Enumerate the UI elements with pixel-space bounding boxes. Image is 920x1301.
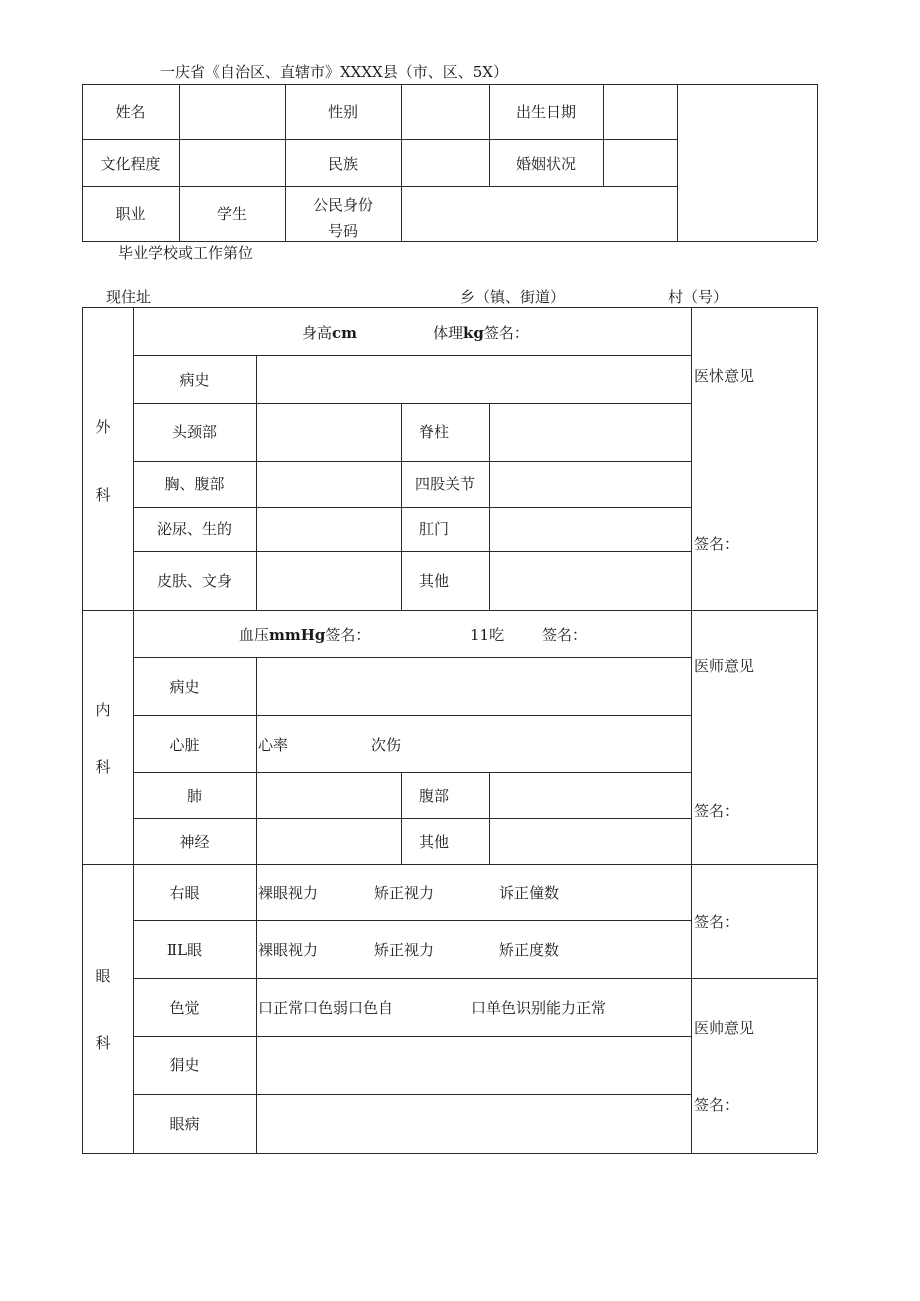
occupation-value: 学生 [216, 205, 247, 223]
skin-tattoo-label: 皮肤、文身 [156, 572, 232, 590]
right-corrected-vision-label: 矫正视力 [374, 884, 435, 902]
id-number-label-line1: 公民身份 [312, 196, 373, 214]
beats-label: 次伤 [371, 736, 402, 754]
birth-date-label: 出生日期 [515, 103, 576, 121]
left-corrected-vision-label: 矫正视力 [374, 941, 435, 959]
heart-label: 心脏 [169, 736, 200, 754]
internal-doctor-opinion-label: 医师意见 [694, 657, 755, 675]
height-unit: cm [332, 324, 358, 342]
surgery-other-label: 其他 [418, 572, 449, 590]
right-eye-label: 右眼 [169, 884, 200, 902]
limbs-joints-label: 四股关节 [414, 475, 475, 493]
surgery-sign-label: 签名： [694, 535, 740, 553]
gender-label: 性别 [327, 103, 358, 121]
color-vision-label: 色觉 [169, 999, 200, 1017]
chest-abdomen-label: 胸、腹部 [164, 475, 225, 493]
right-corrected-degree-label: 诉正僮数 [499, 884, 560, 902]
head-neck-label: 头颈部 [171, 423, 217, 441]
marital-status-label: 婚姻状况 [515, 155, 576, 173]
lung-label: 肺 [186, 787, 202, 805]
page-title: 一庆省《自治区、直辖市》XXXX县（市、区、5X） [160, 63, 508, 81]
left-eye-label: ⅡL眼 [166, 941, 203, 959]
bp-sign-label: 签名： [325, 626, 371, 644]
internal-sign-label: 签名： [694, 802, 740, 820]
ethnicity-label: 民族 [327, 155, 358, 173]
eye-sign-label: 签名： [694, 1096, 740, 1114]
eye-section-char2: 科 [95, 1034, 111, 1052]
eye-history-label: 狷史 [169, 1056, 200, 1074]
surgery-doctor-opinion-label: 医怵意见 [694, 367, 755, 385]
nerve-label: 神经 [179, 833, 210, 851]
abdomen-label: 腹部 [418, 787, 449, 805]
id-number-label-line2: 号码 [327, 222, 358, 240]
weight-sign-label: 签名： [483, 324, 529, 342]
education-label: 文化程度 [100, 155, 161, 173]
eye-sign-top-label: 签名： [694, 913, 740, 931]
monochrome-option: 口单色识别能力正常 [471, 999, 607, 1017]
internal-section-char2: 科 [95, 758, 111, 776]
internal-other-label: 其他 [418, 833, 449, 851]
right-naked-vision-label: 裸眼视力 [258, 884, 319, 902]
left-naked-vision-label: 裸眼视力 [258, 941, 319, 959]
eye-doctor-opinion-label: 医帅意见 [694, 1019, 755, 1037]
surgery-section-char2: 科 [95, 486, 111, 504]
left-corrected-degree-label: 矫正度数 [499, 941, 560, 959]
surgery-history-label: 病史 [179, 371, 210, 389]
height-field [302, 324, 357, 342]
eleven-label: 11吃 [470, 626, 505, 644]
color-vision-options: 口正常口色弱口色自 [258, 999, 394, 1017]
eye-section-char1: 眼 [95, 967, 111, 985]
weight-field [433, 324, 529, 342]
spine-label: 脊柱 [418, 423, 449, 441]
name-label: 姓名 [115, 103, 146, 121]
eye-disease-label: 眼病 [169, 1115, 200, 1133]
village-label: 村（号） [668, 288, 729, 306]
bp-unit: mmHg [269, 626, 326, 644]
internal-history-label: 病史 [169, 678, 200, 696]
weight-label: 体理 [433, 324, 464, 342]
height-label: 身高 [302, 324, 333, 342]
internal-section-char1: 内 [95, 701, 111, 719]
anus-label: 肛门 [418, 520, 449, 538]
urogenital-label: 泌尿、生的 [156, 520, 232, 538]
address-label: 现住址 [106, 288, 152, 306]
heart-rate-label: 心率 [258, 736, 289, 754]
surgery-section-char1: 外 [95, 418, 111, 436]
blood-pressure-field [239, 626, 370, 644]
school-label: 毕业学校或工作第位 [118, 244, 254, 262]
weight-unit: kg [463, 324, 484, 342]
township-label: 乡（镇、街道） [460, 288, 566, 306]
occupation-label: 职业 [115, 205, 146, 223]
bp-label: 血压 [239, 626, 270, 644]
internal-sign2-label: 签名： [542, 626, 588, 644]
